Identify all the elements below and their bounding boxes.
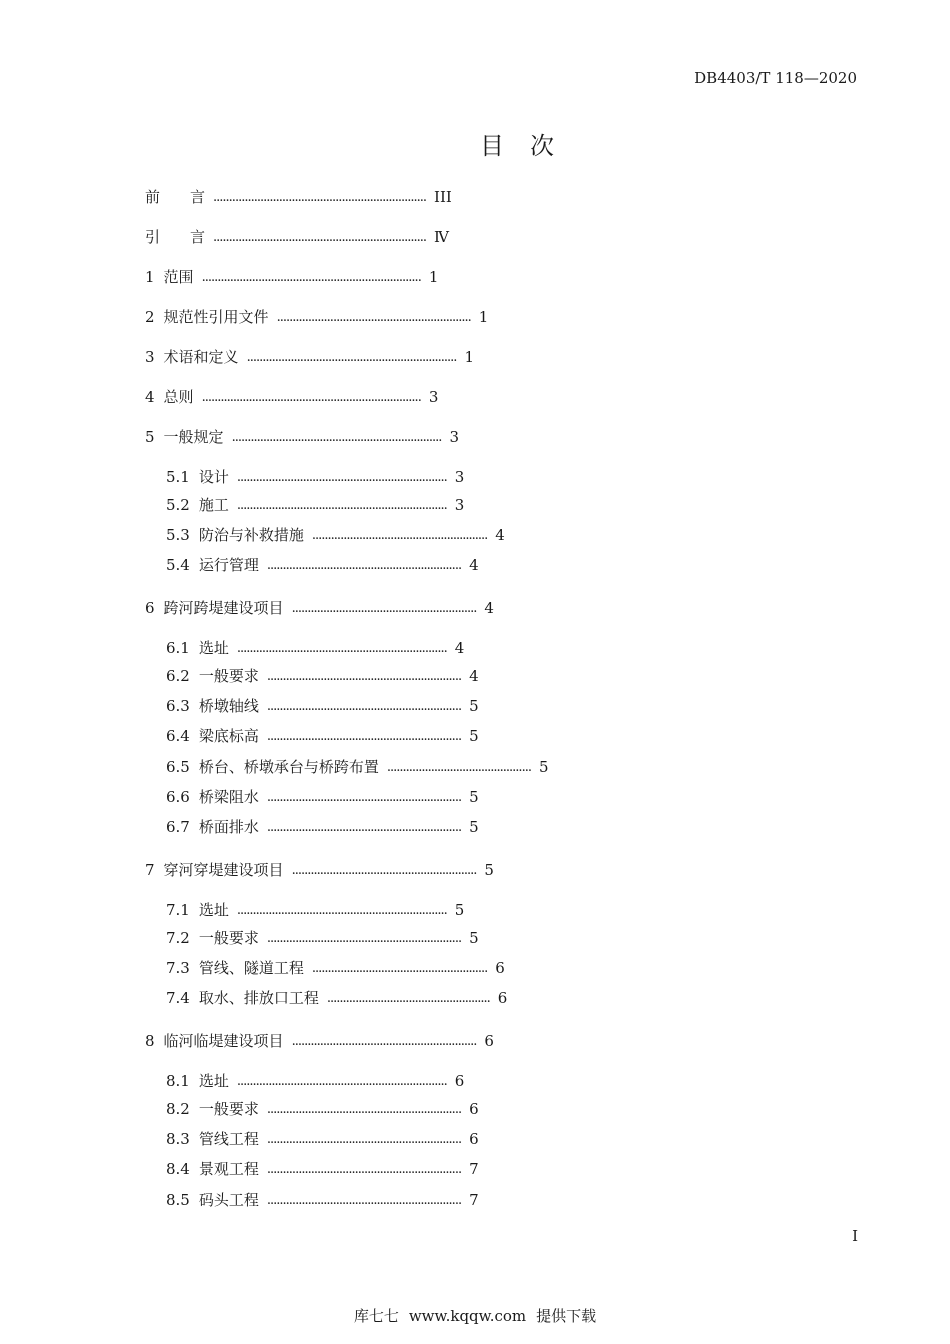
toc-page-number: 5 xyxy=(469,818,479,836)
leader-dots: ................................................................... xyxy=(236,470,447,485)
toc-page-number: 1 xyxy=(464,348,474,366)
leader-dots: .............................................................. xyxy=(266,669,462,684)
leader-dots: .............................................................. xyxy=(266,820,462,835)
toc-entry-6-3[interactable] xyxy=(166,696,479,717)
leader-dots: ................................................................... xyxy=(246,350,457,365)
toc-entry-text: 运行管理 xyxy=(198,556,259,574)
toc-entry-text: 术语和定义 xyxy=(163,348,239,366)
leader-dots: ........................................................ xyxy=(311,961,488,976)
toc-page-number: 4 xyxy=(469,556,479,574)
footer-watermark xyxy=(0,1305,950,1326)
toc-number: 5.3 xyxy=(166,526,190,544)
toc-entry-8-1[interactable] xyxy=(166,1071,464,1092)
toc-entry-text: 选址 xyxy=(198,1072,229,1090)
toc-entry-preface[interactable] xyxy=(145,187,452,208)
toc-entry-text: 桥台、桥墩承台与桥跨布置 xyxy=(198,758,379,776)
toc-page-number: 7 xyxy=(469,1191,479,1209)
toc-page-number: 5 xyxy=(454,901,465,919)
toc-entry-text: 管线工程 xyxy=(198,1130,259,1148)
leader-dots: ........................................................... xyxy=(291,601,477,616)
footer-site-name: 库七七 xyxy=(353,1307,399,1325)
toc-page-number: 6 xyxy=(469,1130,479,1148)
toc-entry-text: 一般要求 xyxy=(198,929,259,947)
toc-page-number: 4 xyxy=(495,526,505,544)
leader-dots: .............................................................. xyxy=(266,790,462,805)
toc-number: 8.4 xyxy=(166,1160,190,1178)
page-title xyxy=(0,126,950,161)
toc-entry-text: 前 言 xyxy=(145,188,206,206)
toc-entry-7-3[interactable] xyxy=(166,958,505,979)
leader-dots: ...................................................................... xyxy=(201,270,421,285)
toc-entry-6[interactable] xyxy=(145,598,494,619)
toc-number: 8 xyxy=(145,1032,155,1050)
toc-page-number: 3 xyxy=(454,468,465,486)
leader-dots: ...................................................................... xyxy=(201,390,421,405)
toc-entry-6-6[interactable] xyxy=(166,787,479,808)
toc-entry-5[interactable] xyxy=(145,427,459,448)
leader-dots: ................................................................... xyxy=(236,498,447,513)
toc-entry-text: 施工 xyxy=(198,496,229,514)
leader-dots: .................................................... xyxy=(326,991,490,1006)
toc-entry-text: 梁底标高 xyxy=(198,727,259,745)
toc-page-number: 1 xyxy=(428,268,439,286)
toc-page-number: 5 xyxy=(538,758,549,776)
toc-number: 5.1 xyxy=(166,468,190,486)
toc-entry-4[interactable] xyxy=(145,387,438,408)
leader-dots: .............................................................. xyxy=(266,931,462,946)
toc-entry-text: 一般要求 xyxy=(198,1100,259,1118)
toc-entry-1[interactable] xyxy=(145,267,438,288)
toc-number: 6.2 xyxy=(166,667,190,685)
toc-number: 6 xyxy=(145,599,155,617)
toc-page-number: 6 xyxy=(495,959,505,977)
toc-entry-7-2[interactable] xyxy=(166,928,479,949)
toc-number: 8.1 xyxy=(166,1072,190,1090)
toc-number: 4 xyxy=(145,388,155,406)
leader-dots: ................................................................... xyxy=(236,903,447,918)
toc-entry-text: 规范性引用文件 xyxy=(163,308,269,326)
toc-entry-8-2[interactable] xyxy=(166,1099,479,1120)
toc-page-number: 5 xyxy=(469,929,479,947)
toc-entry-text: 范围 xyxy=(163,268,194,286)
leader-dots: .............................................................. xyxy=(266,558,462,573)
toc-number: 6.3 xyxy=(166,697,190,715)
toc-entry-5-3[interactable] xyxy=(166,525,505,546)
toc-number: 7.2 xyxy=(166,929,190,947)
toc-entry-text: 码头工程 xyxy=(198,1191,259,1209)
toc-number: 6.7 xyxy=(166,818,190,836)
toc-entry-introduction[interactable] xyxy=(145,227,449,248)
leader-dots: ........................................................ xyxy=(311,528,488,543)
toc-number: 6.5 xyxy=(166,758,190,776)
toc-page-number: 5 xyxy=(469,788,479,806)
toc-number: 1 xyxy=(145,268,155,286)
leader-dots: .............................................................. xyxy=(266,1162,462,1177)
leader-dots: ................................................................... xyxy=(236,641,447,656)
toc-entry-text: 选址 xyxy=(198,901,229,919)
title-char: 目 xyxy=(480,132,504,160)
toc-entry-8[interactable] xyxy=(145,1031,494,1052)
toc-entry-8-5[interactable] xyxy=(166,1190,479,1211)
footer-url[interactable]: www.kqqw.com xyxy=(408,1307,527,1325)
toc-number: 5 xyxy=(145,428,155,446)
standard-number: DB4403/T 118—2020 xyxy=(694,69,857,87)
toc-entry-text: 桥墩轴线 xyxy=(198,697,259,715)
toc-entry-6-2[interactable] xyxy=(166,666,479,687)
toc-number: 7.1 xyxy=(166,901,190,919)
toc-entry-6-4[interactable] xyxy=(166,726,479,747)
toc-entry-text: 景观工程 xyxy=(198,1160,259,1178)
toc-entry-text: 一般要求 xyxy=(198,667,259,685)
toc-entry-7-1[interactable] xyxy=(166,900,464,921)
leader-dots: .................................................................... xyxy=(213,230,427,245)
leader-dots: ................................................................... xyxy=(231,430,442,445)
toc-page-number: III xyxy=(434,188,452,206)
toc-entry-text: 临河临堤建设项目 xyxy=(163,1032,284,1050)
toc-entry-7-4[interactable] xyxy=(166,988,507,1009)
toc-number: 2 xyxy=(145,308,155,326)
toc-entry-5-4[interactable] xyxy=(166,555,479,576)
toc-number: 5.4 xyxy=(166,556,190,574)
toc-entry-text: 管线、隧道工程 xyxy=(198,959,304,977)
toc-page-number: 4 xyxy=(484,599,494,617)
toc-page-number: 3 xyxy=(428,388,439,406)
toc-entry-5-2[interactable] xyxy=(166,495,464,516)
toc-page-number: 5 xyxy=(469,727,479,745)
toc-page-number: 5 xyxy=(469,697,479,715)
toc-entry-text: 桥梁阻水 xyxy=(198,788,259,806)
toc-number: 3 xyxy=(145,348,155,366)
toc-page-number: 3 xyxy=(449,428,459,446)
toc-entry-text: 取水、排放口工程 xyxy=(198,989,319,1007)
leader-dots: .............................................................. xyxy=(266,699,462,714)
toc-entry-text: 总则 xyxy=(163,388,194,406)
toc-number: 8.2 xyxy=(166,1100,190,1118)
leader-dots: .............................................................. xyxy=(276,310,471,325)
toc-entry-text: 跨河跨堤建设项目 xyxy=(163,599,284,617)
leader-dots: .................................................................... xyxy=(213,190,427,205)
toc-page-number: 6 xyxy=(469,1100,479,1118)
toc-entry-text: 一般规定 xyxy=(163,428,224,446)
toc-entry-5-1[interactable] xyxy=(166,467,464,488)
toc-number: 8.5 xyxy=(166,1191,190,1209)
toc-number: 5.2 xyxy=(166,496,190,514)
toc-page-number: 7 xyxy=(469,1160,479,1178)
toc-page-number: 3 xyxy=(454,496,465,514)
toc-page-number: 6 xyxy=(454,1072,465,1090)
toc-entry-text: 防治与补救措施 xyxy=(198,526,304,544)
leader-dots: .............................................................. xyxy=(266,1132,462,1147)
leader-dots: ........................................................... xyxy=(291,863,477,878)
leader-dots: .............................................. xyxy=(386,760,531,775)
toc-page-number: Ⅳ xyxy=(434,228,450,246)
toc-number: 7.3 xyxy=(166,959,190,977)
toc-entry-6-5[interactable] xyxy=(166,757,549,778)
toc-number: 6.6 xyxy=(166,788,190,806)
toc-page-number: 6 xyxy=(484,1032,494,1050)
toc-entry-7[interactable] xyxy=(145,860,494,881)
leader-dots: .............................................................. xyxy=(266,1193,462,1208)
toc-number: 6.4 xyxy=(166,727,190,745)
toc-number: 8.3 xyxy=(166,1130,190,1148)
toc-page-number: 6 xyxy=(497,989,508,1007)
toc-page-number: 4 xyxy=(454,639,465,657)
toc-entry-8-3[interactable] xyxy=(166,1129,479,1150)
footer-download-text: 提供下载 xyxy=(536,1307,597,1325)
toc-page-number: 1 xyxy=(478,308,489,326)
page-number: I xyxy=(852,1227,858,1245)
leader-dots: ........................................................... xyxy=(291,1034,477,1049)
toc-entry-3[interactable] xyxy=(145,347,474,368)
leader-dots: ................................................................... xyxy=(236,1074,447,1089)
toc-entry-text: 选址 xyxy=(198,639,229,657)
toc-entry-text: 引 言 xyxy=(145,228,206,246)
toc-entry-text: 设计 xyxy=(198,468,229,486)
toc-entry-text: 桥面排水 xyxy=(198,818,259,836)
toc-number: 6.1 xyxy=(166,639,190,657)
toc-number: 7 xyxy=(145,861,155,879)
toc-page-number: 5 xyxy=(484,861,494,879)
toc-entry-6-1[interactable] xyxy=(166,638,464,659)
toc-page-number: 4 xyxy=(469,667,479,685)
toc-entry-6-7[interactable] xyxy=(166,817,479,838)
leader-dots: .............................................................. xyxy=(266,1102,462,1117)
toc-number: 7.4 xyxy=(166,989,190,1007)
leader-dots: .............................................................. xyxy=(266,729,462,744)
title-char: 次 xyxy=(530,132,554,160)
toc-entry-text: 穿河穿堤建设项目 xyxy=(163,861,284,879)
toc-entry-2[interactable] xyxy=(145,307,488,328)
toc-entry-8-4[interactable] xyxy=(166,1159,479,1180)
